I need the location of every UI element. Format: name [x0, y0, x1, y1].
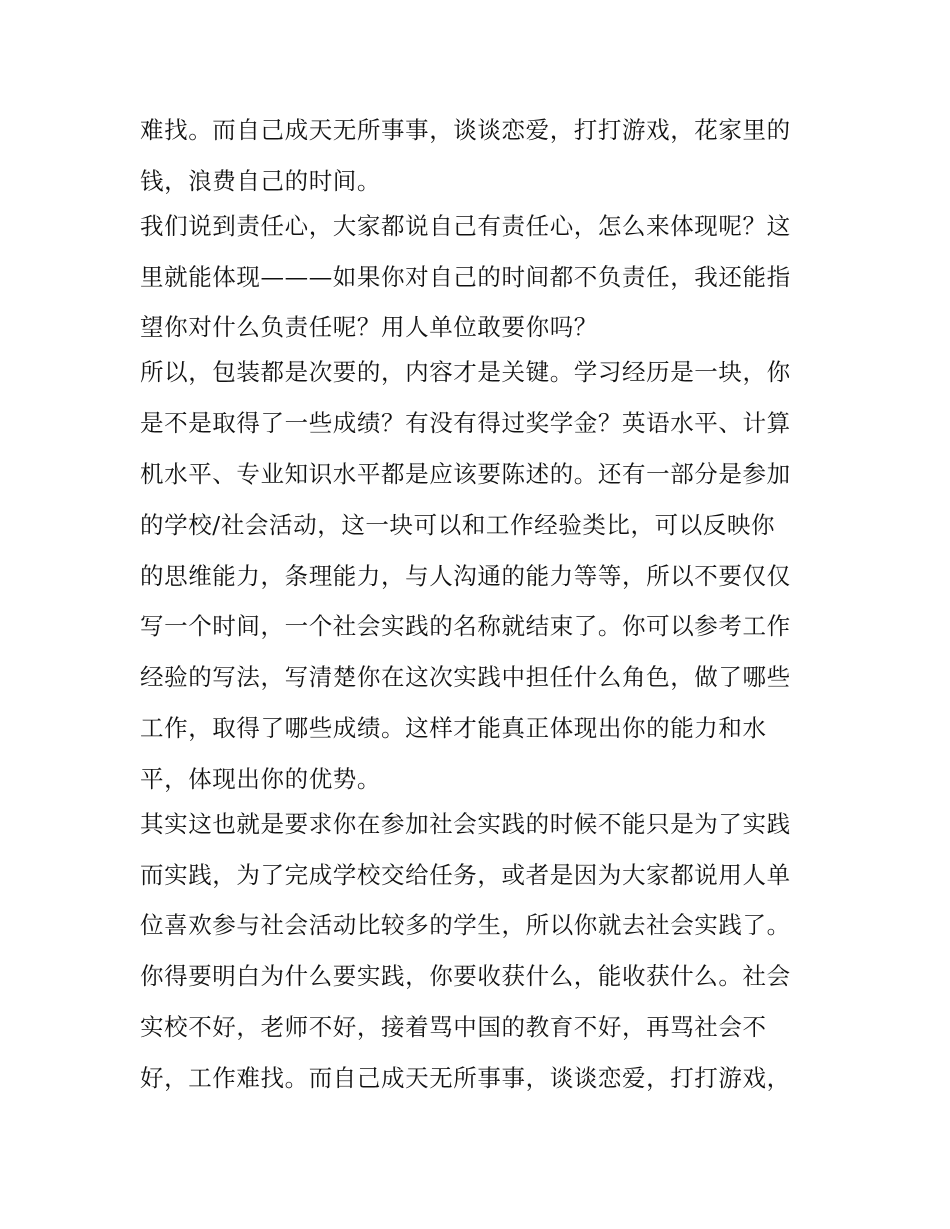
text-line: 的学校/社会活动，这一块可以和工作经验类比，可以反映你 [140, 510, 776, 539]
text-line: 其实这也就是要求你在参加社会实践的时候不能只是为了实践 [140, 809, 791, 838]
text-line: 的思维能力，条理能力，与人沟通的能力等等，所以不要仅仅 [140, 561, 791, 590]
body-text [140, 107, 820, 1106]
text-line: 机水平、专业知识水平都是应该要陈述的。还有一部分是参加 [140, 459, 791, 488]
text-line: 写一个时间，一个社会实践的名称就结束了。你可以参考工作 [140, 612, 791, 641]
text-line: 我们说到责任心，大家都说自己有责任心，怎么来体现呢？这 [140, 211, 791, 240]
text-line: 望你对什么负责任呢？用人单位敢要你吗？ [140, 313, 598, 342]
text-line: 好，工作难找。而自己成天无所事事，谈谈恋爱，打打游戏， [140, 1063, 791, 1092]
text-line: 实校不好，老师不好，接着骂中国的教育不好，再骂社会不 [140, 1012, 767, 1041]
text-line: 而实践，为了完成学校交给任务，或者是因为大家都说用人单 [140, 860, 791, 889]
text-line: 钱，浪费自己的时间。 [140, 166, 381, 195]
text-line: 里就能体现———如果你对自己的时间都不负责任，我还能指 [140, 262, 791, 291]
text-line: 所以，包装都是次要的，内容才是关键。学习经历是一块，你 [140, 358, 791, 387]
text-line: 经验的写法，写清楚你在这次实践中担任什么角色，做了哪些 [140, 663, 791, 692]
text-line: 位喜欢参与社会活动比较多的学生，所以你就去社会实践了。 [140, 911, 791, 940]
text-line: 工作，取得了哪些成绩。这样才能真正体现出你的能力和水 [140, 713, 767, 742]
text-line: 是不是取得了一些成绩？有没有得过奖学金？英语水平、计算 [140, 409, 791, 438]
text-line: 你得要明白为什么要实践，你要收获什么，能收获什么。社会 [140, 962, 791, 991]
text-line: 难找。而自己成天无所事事，谈谈恋爱，打打游戏，花家里的 [140, 116, 791, 144]
text-line: 平，体现出你的优势。 [140, 764, 381, 793]
